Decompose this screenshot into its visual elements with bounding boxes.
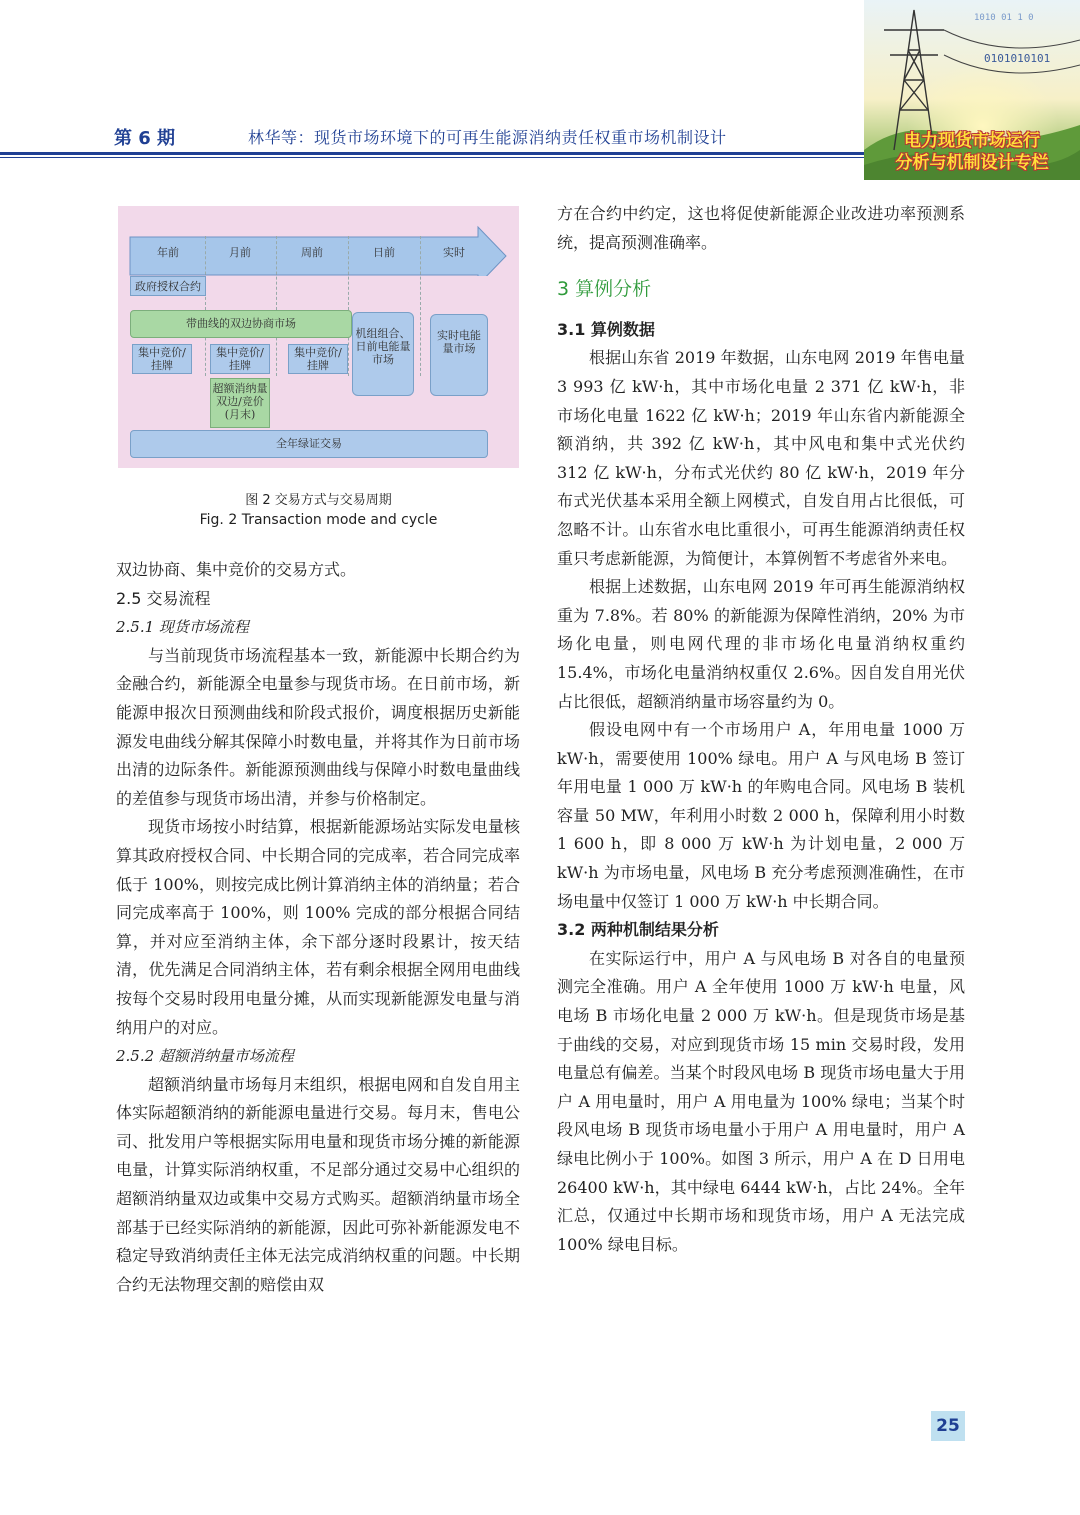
gov-contract-label: 政府授权合约 [135, 280, 201, 293]
central-bid-box [132, 344, 192, 374]
issue-number: 第 6 期 [114, 128, 176, 149]
period-label: 日前 [373, 246, 395, 259]
central-bid-box [288, 344, 348, 374]
subsection-heading: 3.1 算例数据 [557, 319, 655, 339]
day-ahead-market-label: 机组组合、日前电能量市场 [355, 327, 411, 366]
timeline-arrow [118, 206, 519, 276]
paragraph: 根据上述数据，山东电网 2019 年可再生能源消纳权重为 7.8%。若 80% 的新能源为保障性消纳，20% 为市场化电量，则电网代理的非市场化电量消纳权重约 15.4%，市场化电量消纳权重仅 2.6%。因自发自用光伏占比很低，超额消纳量市场容量约为 0。 [557, 577, 965, 711]
column-banner-title [868, 130, 1076, 174]
right-column [557, 200, 965, 1259]
excess-market-box [210, 378, 270, 428]
section-heading: 2.5 交易流程 [116, 588, 211, 608]
subsection-heading: 2.5.1 现货市场流程 [116, 618, 249, 637]
paragraph: 双边协商、集中竞价的交易方式。 [116, 560, 357, 579]
divider [205, 236, 206, 376]
central-bid-label: 集中竞价/挂牌 [294, 346, 342, 372]
day-ahead-market-box [352, 312, 414, 396]
divider [276, 236, 277, 376]
paragraph: 现货市场按小时结算，根据新能源场站实际发电量核算其政府授权合同、中长期合同的完成率，若合同完成率低于 100%，则按完成比例计算消纳主体的消纳量；若合同完成率高于 100%，则 100% 完成的部分根据合同结算，并对应至消纳主体，余下部分逐时段累计，按天结清，优先满足合同消纳主体，若有剩余根据全网用电曲线按每个交易时段用电量分摊，从而实现新能源发电量与消纳用户的对应。 [116, 817, 520, 1037]
paragraph: 超额消纳量市场每月末组织，根据电网和自发自用主体实际超额消纳的新能源电量进行交易。每月末，售电公司、批发用户等根据实际用电量和现货市场分摊的新能源电量，计算实际消纳权重，不足部分通过交易中心组织的超额消纳量双边或集中交易方式购买。超额消纳量市场全部基于已经实际消纳的新能源，因此可弥补新能源发电不稳定导致消纳责任主体无法完成消纳权重的问题。中长期合约无法物理交割的赔偿由双 [116, 1074, 520, 1294]
central-bid-box [210, 344, 270, 374]
column-line-1: 电力现货市场运行 [904, 131, 1040, 151]
gov-contract-box [130, 276, 206, 296]
page-number: 25 [931, 1411, 965, 1441]
period-label: 周前 [301, 246, 323, 259]
svg-text:1010 01 1 0: 1010 01 1 0 [974, 13, 1034, 23]
divider [420, 236, 421, 376]
bilateral-market-box [130, 310, 352, 338]
svg-text:0101010101: 0101010101 [984, 52, 1051, 65]
central-bid-label: 集中竞价/挂牌 [138, 346, 186, 372]
header-rule-thin [0, 157, 880, 158]
column-line-2: 分析与机制设计专栏 [895, 153, 1049, 173]
paragraph: 假设电网中有一个市场用户 A，年用电量 1000 万 kW·h，需要使用 100% 绿电。用户 A 与风电场 B 签订年用电量 1 000 万 kW·h 的年购电合同。风电场 B 装机容量 50 MW，年利用小时数 2 000 h，保障利用小时数 1 600 h，即 8 000 万 kW·h 为计划电量，2 000 万 kW·h 为市场电量，风电场 B 充分考虑预测准确性，在市场电量中仅签订 1 000 万 kW·h 中长期合同。 [557, 720, 965, 911]
paragraph: 方在合约中约定，这也将促使新能源企业改进功率预测系统，提高预测准确率。 [557, 204, 965, 252]
excess-market-label: 超额消纳量双边/竞价(月末) [212, 382, 268, 421]
green-cert-box [130, 430, 488, 458]
realtime-market-box [430, 314, 488, 396]
period-label: 月前 [229, 246, 251, 259]
header-rule [0, 152, 880, 155]
divider [348, 236, 349, 376]
bilateral-market-label: 带曲线的双边协商市场 [186, 317, 296, 330]
paragraph: 与当前现货市场流程基本一致，新能源中长期合约为金融合约，新能源全电量参与现货市场。在日前市场，新能源申报次日预测曲线和阶段式报价，调度根据历史新能源发电曲线分解其保障小时数电量，并将其作为日前市场出清的边际条件。新能源预测曲线与保障小时数电量曲线的差值参与现货市场出清，并参与价格制定。 [116, 645, 520, 808]
central-bid-label: 集中竞价/挂牌 [216, 346, 264, 372]
green-cert-label: 全年绿证交易 [276, 437, 342, 450]
period-label: 实时 [443, 246, 465, 259]
figure-2 [118, 206, 519, 468]
figure-caption-en: Fig. 2 Transaction mode and cycle [199, 512, 438, 528]
paragraph: 根据山东省 2019 年数据，山东电网 2019 年售电量 3 993 亿 kW·h，其中市场化电量 2 371 亿 kW·h，非市场化电量 1622 亿 kW·h；2019 年山东省内新能源全额消纳，共 392 亿 kW·h，其中风电和集中式光伏约 312 亿 kW·h，分布式光伏约 80 亿 kW·h，2019 年分布式光伏基本采用全额上网模式，自发自用占比很低，可忽略不计。山东省水电比重很小，可再生能源消纳责任权重只考虑新能源，为简便计，本算例暂不考虑省外来电。 [557, 348, 965, 568]
realtime-market-label: 实时电能量市场 [437, 329, 481, 355]
subsection-heading: 3.2 两种机制结果分析 [557, 920, 719, 940]
running-title: 林华等：现货市场环境下的可再生能源消纳责任权重市场机制设计 [248, 128, 727, 147]
period-label: 年前 [157, 246, 179, 259]
figure-caption-cn: 图 2 交易方式与交易周期 [245, 493, 392, 508]
left-column [116, 556, 520, 1299]
section-heading: 3 算例分析 [557, 278, 652, 301]
paragraph: 在实际运行中，用户 A 与风电场 B 对各自的电量预测完全准确。用户 A 全年使用 1000 万 kW·h 电量，风电场 B 市场化电量 2 000 万 kW·h。但是现货市场是基于曲线的交易，对应到现货市场 15 min 交易时段，发用电量总有偏差。当某个时段风电场 B 现货市场电量大于用户 A 用电量时，用户 A 用电量为 100% 绿电；当某个时段风电场 B 现货市场电量小于用户 A 用电量时，用户 A 绿电比例小于 100%。如图 3 所示，用户 A 在 D 日用电 26400 kW·h，其中绿电 6444 kW·h，占比 24%。全年汇总，仅通过中长期市场和现货市场，用户 A 无法完成 100% 绿电目标。 [557, 948, 965, 1254]
subsection-heading: 2.5.2 超额消纳量市场流程 [116, 1047, 294, 1066]
